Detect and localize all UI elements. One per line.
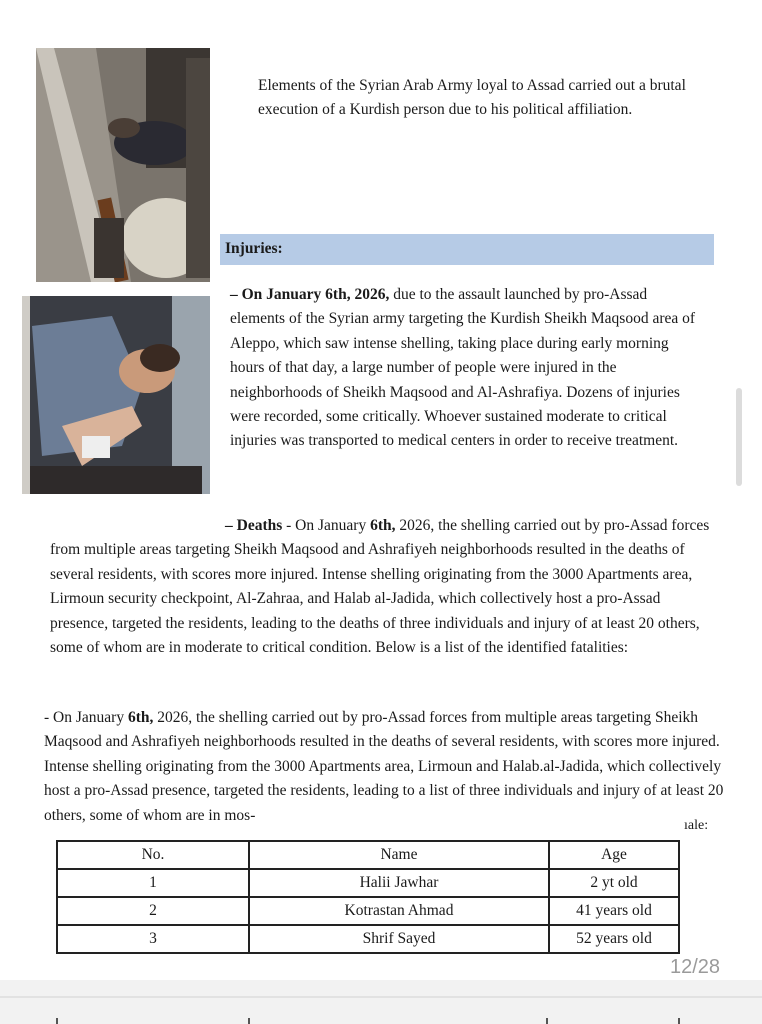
- deaths-text-a: - On January: [286, 517, 367, 534]
- cut-off-text: ıale:: [684, 818, 709, 833]
- table-row: [57, 897, 679, 925]
- injuries-paragraph: [230, 283, 700, 454]
- page-divider: [0, 996, 762, 998]
- second-text-a: On January: [53, 709, 125, 726]
- injuries-heading: Injuries:: [225, 240, 283, 257]
- second-date: 6th,: [127, 709, 154, 726]
- table-cell-age: 52 years old: [549, 925, 679, 953]
- deaths-text-b: 2026, the shelling carried out by pro-Assad forces from multiple areas targeting Sheikh Maqsood and Ashrafiyeh neighborhoods resulted in the deaths of several residents, with scores more injured. Intense shelling originating from the 3000 Apartments area, Lirmoun security checkpoint, Al-Zahraa, and Halab al-Jadida, which collectively host a pro-Assad presence, targeted the residents, leading to the deaths of three individuals and injury of at least 20 others, some of whom are in moderate to critical condition. Below is a list of the identified fatalities:: [50, 517, 710, 657]
- deaths-date: 6th,: [370, 517, 396, 534]
- second-text-b: 2026, the shelling carried out by pro-Assad forces from multiple areas targeting Sheikh Maqsood and Ashrafiyeh neighborhoods resulted in the deaths of several residents, with scores more injured. Intense shelling originating from the 3000 Apartments area, Lirmoun and Halab.al-Jadida, which collectively host a pro-Assad presence, targeted the residents, leading to a list of three individuals and injury of at least 20 others, some of whom are in mos-: [44, 709, 724, 824]
- scrollbar-thumb[interactable]: [736, 388, 742, 486]
- table-cell-name: Halii Jawhar: [249, 869, 549, 897]
- page-indicator: 12/28: [670, 956, 721, 978]
- table-header-name: Name: [249, 841, 549, 869]
- table-cell-name: Shrif Sayed: [249, 925, 549, 953]
- table-row: [57, 869, 679, 897]
- execution-photo: [36, 48, 210, 282]
- deaths-paragraph: [50, 514, 710, 660]
- table-cell-no: 3: [57, 925, 249, 953]
- table-cell-name: Kotrastan Ahmad: [249, 897, 549, 925]
- table-cell-age: 41 years old: [549, 897, 679, 925]
- second-paragraph: [44, 706, 724, 828]
- table-header-age: Age: [549, 841, 679, 869]
- table-row: [57, 925, 679, 953]
- deaths-dash: –: [225, 517, 233, 534]
- deaths-label: Deaths: [236, 517, 283, 534]
- table-cell-no: 1: [57, 869, 249, 897]
- table-cell-age: 2 yt old: [549, 869, 679, 897]
- injured-person-graphic: [22, 296, 210, 494]
- table-header-no: No.: [57, 841, 249, 869]
- injured-person-photo: [22, 296, 210, 494]
- injuries-text: due to the assault launched by pro-Assad elements of the Syrian army targeting the Kurdish Sheikh Maqsood area of Aleppo, which saw intense shelling, taking place during early morning hours of that day, a large number of people were injured in the neighborhoods of Sheikh Maqsood and Al-Ashrafiya. Dozens of injuries were recorded, some critically. Whoever sustained moderate to critical injuries was transported to medical centers in order to receive treatment.: [230, 286, 696, 450]
- injuries-dash: –: [230, 286, 238, 303]
- injuries-heading-bar: [220, 234, 714, 265]
- injuries-date: On January 6th, 2026,: [241, 286, 390, 303]
- execution-photo-graphic: [36, 48, 210, 282]
- table-header-row: [57, 841, 679, 869]
- table-cell-no: 2: [57, 897, 249, 925]
- photo-caption: Elements of the Syrian Arab Army loyal to Assad carried out a brutal execution of a Kurdish person due to his political affiliation.: [258, 77, 686, 118]
- fatalities-table: [56, 840, 680, 954]
- second-dash: -: [44, 709, 50, 726]
